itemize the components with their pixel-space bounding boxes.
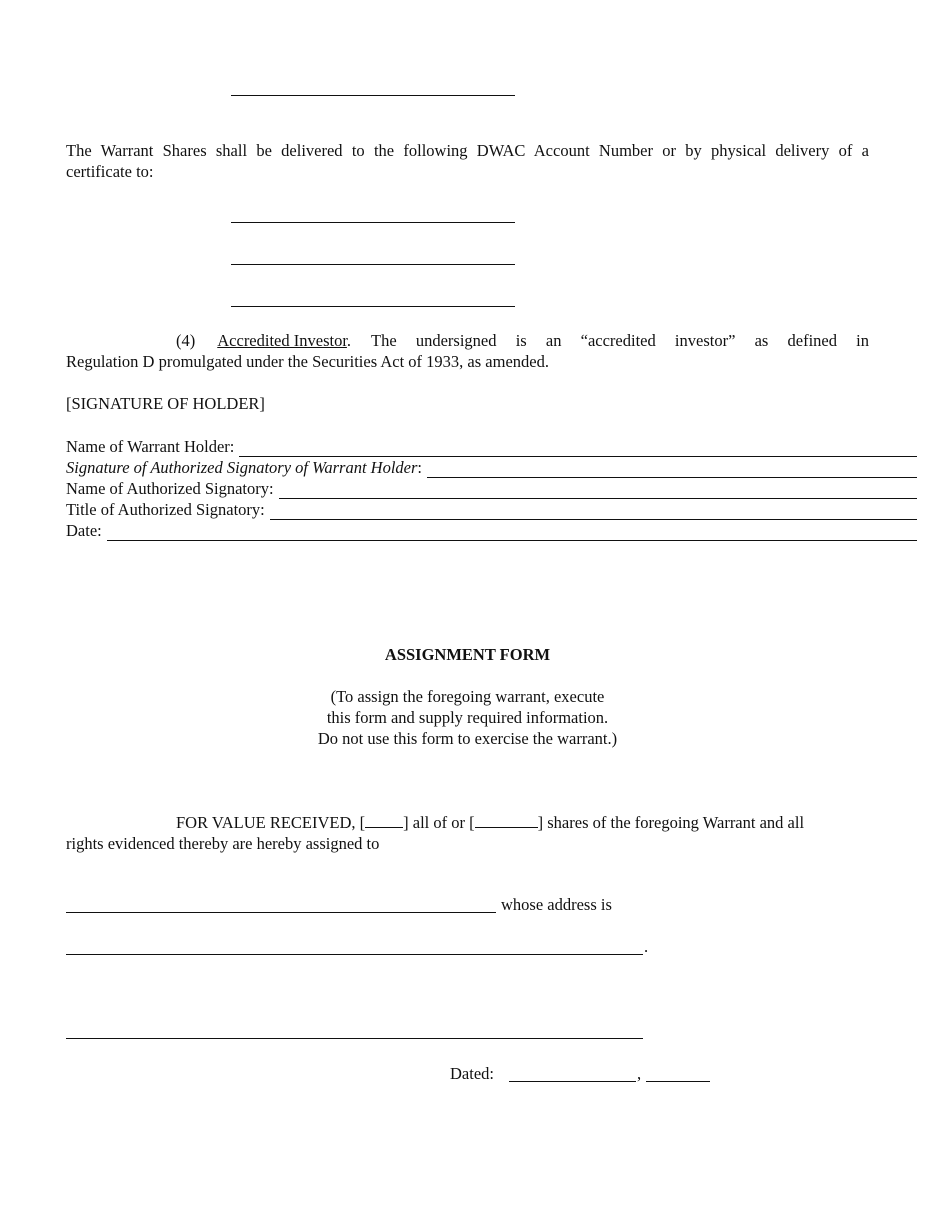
for-value-line2: rights evidenced thereby are hereby assigned to	[66, 834, 380, 853]
top-blank-line[interactable]	[231, 95, 515, 96]
whose-address-label: whose address is	[501, 895, 612, 914]
assignment-instructions-3: Do not use this form to exercise the warrant.)	[317, 729, 618, 748]
field-name-of-warrant-holder	[66, 436, 917, 457]
title-of-authorized-signatory-input[interactable]	[270, 503, 917, 520]
signature-input[interactable]	[427, 461, 917, 478]
date-input[interactable]	[107, 524, 917, 541]
field-label-colon: :	[417, 458, 422, 477]
for-value-mid1: ] all of or [	[403, 813, 475, 832]
accredited-heading: Accredited Investor	[217, 331, 347, 350]
delivery-text-line1: The Warrant Shares shall be delivered to the following DWAC Account Number or by physical delivery of a	[66, 141, 869, 160]
field-label: Signature of Authorized Signatory of Warrant Holder	[66, 458, 418, 477]
name-of-warrant-holder-input[interactable]	[239, 440, 917, 457]
address-period: .	[644, 937, 649, 956]
name-of-authorized-signatory-input[interactable]	[279, 482, 917, 499]
assignment-instructions-2: this form and supply required information.	[326, 708, 609, 727]
heading-period: .	[346, 331, 352, 350]
for-value-mid2: ] shares of the foregoing Warrant and all	[537, 813, 805, 832]
field-date	[66, 520, 917, 541]
field-title-of-authorized-signatory	[66, 499, 917, 520]
field-label: Name of Authorized Signatory:	[66, 479, 274, 498]
accredited-investor-line2: Regulation D promulgated under the Securities Act of 1933, as amended.	[66, 352, 549, 371]
for-value-line1	[176, 812, 869, 833]
field-signature-authorized	[66, 457, 917, 478]
section-number: (4)	[176, 331, 196, 350]
assignment-form-title: ASSIGNMENT FORM	[384, 645, 551, 664]
delivery-text-line2: certificate to:	[66, 162, 154, 181]
signature-title: [SIGNATURE OF HOLDER]	[66, 394, 265, 413]
field-name-of-authorized-signatory	[66, 478, 917, 499]
accredited-heading-wrap	[217, 330, 351, 351]
dated-year-line[interactable]	[646, 1081, 710, 1082]
address-line-1[interactable]	[66, 954, 643, 955]
field-label: Date:	[66, 521, 102, 540]
address-line-2[interactable]	[66, 1038, 643, 1039]
accredited-investor-line1	[176, 330, 869, 351]
accredited-rest: The undersigned is an “accredited investor” as defined in	[371, 331, 869, 350]
field-label: Title of Authorized Signatory:	[66, 500, 265, 519]
shares-count-blank[interactable]	[475, 813, 538, 828]
assignee-name-line[interactable]	[66, 912, 496, 913]
all-of-blank[interactable]	[365, 813, 403, 828]
for-value-start: FOR VALUE RECEIVED, [	[176, 813, 366, 832]
field-label: Name of Warrant Holder:	[66, 437, 235, 456]
delivery-blank-line-2[interactable]	[231, 264, 515, 265]
assignment-instructions-1: (To assign the foregoing warrant, execute	[330, 687, 605, 706]
dated-month-day-line[interactable]	[509, 1081, 636, 1082]
dated-label: Dated:	[450, 1064, 494, 1083]
dated-comma: ,	[637, 1064, 642, 1083]
delivery-blank-line-3[interactable]	[231, 306, 515, 307]
delivery-blank-line-1[interactable]	[231, 222, 515, 223]
